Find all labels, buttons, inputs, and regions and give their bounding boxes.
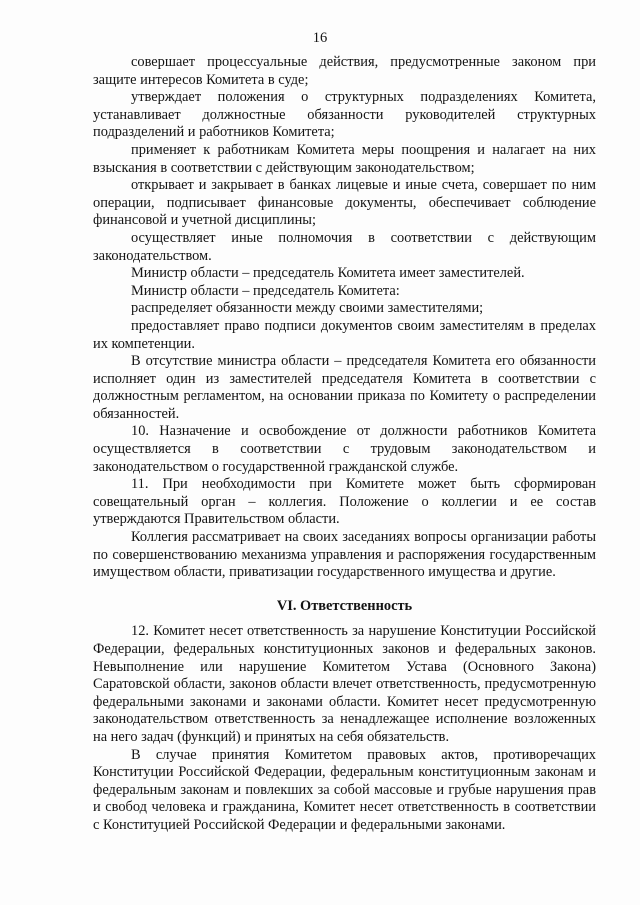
paragraph: В отсутствие министра области – председателя Комитета его обязанности исполняет один из заместителей председателя Комитета в соответствии с должностным регламентом, на основании приказа по Комитету о распределении обязанностей. [93, 353, 596, 422]
paragraph: В случае принятия Комитетом правовых актов, противоречащих Конституции Российской Федерации, федеральным конституционным законам и федеральным законам и повлекших за собой массовые и грубые нарушения прав и свобод человека и гражданина, Комитет несет ответственность в соответствии с Конституцией Российской Федерации и федеральными законами. [93, 746, 596, 833]
section-heading: VI. Ответственность [276, 597, 413, 614]
heading-spacer [93, 615, 596, 623]
paragraph: предоставляет право подписи документов своим заместителям в пределах их компетенции. [93, 317, 596, 352]
paragraph: Министр области – председатель Комитета: [131, 282, 400, 299]
paragraph: 12. Комитет несет ответственность за нарушение Конституции Российской Федерации, федеральных конституционных законов и федеральных законов. Невыполнение или нарушение Комитетом Устава (Основного Закона) Саратовской области, законов области влечет ответственность, предусмотренную федеральными законами и законами области. Комитет несет предусмотренную законодательством ответственность за ненадлежащее исполнение возложенных на него задач (функций) и принятых на себя обязательств. [93, 623, 596, 745]
paragraph: 11. При необходимости при Комитете может быть сформирован совещательный орган – коллегия. Положение о коллегии и ее состав утверждаются Правительством области. [93, 476, 596, 528]
paragraph: открывает и закрывает в банках лицевые и иные счета, совершает по ним операции, подписывает финансовые документы, обеспечивает соблюдение финансовой и учетной дисциплины; [93, 177, 596, 229]
paragraph: Министр области – председатель Комитета имеет заместителей. [131, 265, 525, 282]
paragraph: применяет к работникам Комитета меры поощрения и налагает на них взыскания в соответствии с действующим законодательством; [93, 141, 596, 176]
document-body [93, 54, 596, 835]
paragraph: распределяет обязанности между своими заместителями; [131, 300, 484, 317]
page-number: 16 [312, 30, 328, 46]
paragraph: 10. Назначение и освобождение от должности работников Комитета осуществляется в соответствии с трудовым законодательством и законодательством о государственной гражданской службе. [93, 423, 596, 475]
paragraph: совершает процессуальные действия, предусмотренные законом при защите интересов Комитета в суде; [93, 54, 596, 88]
paragraph: Коллегия рассматривает на своих заседаниях вопросы организации работы по совершенствованию механизма управления и распоряжения государственным имуществом области, приватизации государственного имущества и другие. [93, 529, 596, 581]
section-spacer [93, 582, 596, 598]
paragraph: осуществляет иные полномочия в соответствии с действующим законодательством. [93, 229, 596, 264]
paragraph: утверждает положения о структурных подразделениях Комитета, устанавливает должностные обязанности руководителей структурных подразделений и работников Комитета; [93, 89, 596, 141]
